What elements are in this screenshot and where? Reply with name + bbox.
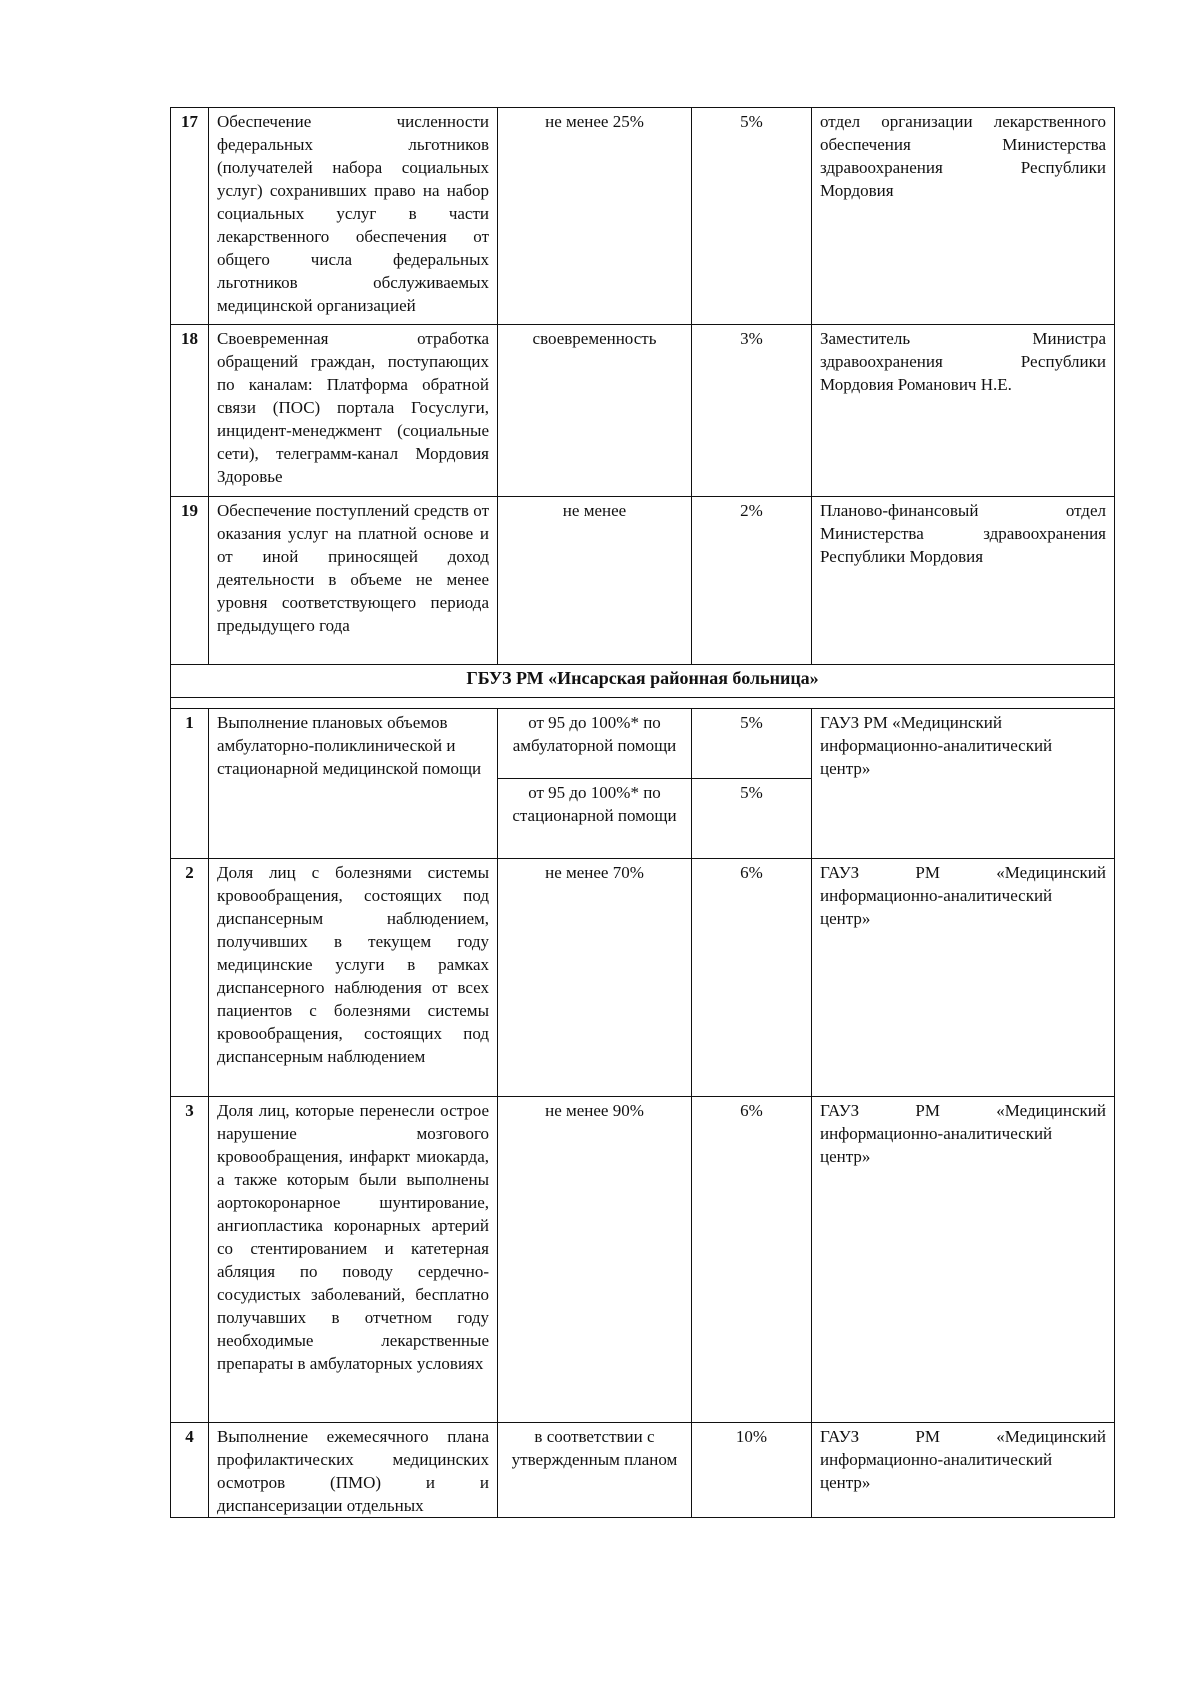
weight-value: 10% — [692, 1423, 812, 1518]
target-value-inpatient: от 95 до 100%* по стационарной помощи — [498, 779, 692, 859]
responsible-party: ГАУЗ РМ «Медицинский информационно-аналитический центр» — [812, 1097, 1115, 1423]
table-row — [171, 325, 1115, 497]
target-value: своевременность — [498, 325, 692, 497]
row-number: 18 — [171, 325, 209, 497]
responsible-party: ГАУЗ РМ «Медицинский информационно-аналитический центр» — [812, 859, 1115, 1097]
row-number: 2 — [171, 859, 209, 1097]
row-number: 19 — [171, 497, 209, 665]
responsible-party: Заместитель Министра здравоохранения Республики Мордовия Романович Н.Е. — [812, 325, 1115, 497]
table-row — [171, 1097, 1115, 1423]
indicator-name: Выполнение ежемесячного плана профилактических медицинских осмотров (ПМО) и и диспансеризации отдельных — [209, 1423, 498, 1518]
weight-value-inpatient: 5% — [692, 779, 812, 859]
target-value: не менее — [498, 497, 692, 665]
table-row — [171, 108, 1115, 325]
responsible-party: ГАУЗ РМ «Медицинский информационно-аналитический центр» — [812, 709, 1115, 859]
section-title: ГБУЗ РМ «Инсарская районная больница» — [171, 665, 1115, 698]
table-row — [171, 709, 1115, 779]
target-value-outpatient: от 95 до 100%* по амбулаторной помощи — [498, 709, 692, 779]
weight-value: 6% — [692, 859, 812, 1097]
indicators-table — [170, 107, 1115, 1518]
weight-value: 2% — [692, 497, 812, 665]
indicator-name: Доля лиц с болезнями системы кровообращения, состоящих под диспансерным наблюдением, получивших в текущем году медицинские услуги в рамках диспансерного наблюдения от всех пациентов с болезнями системы кровообращения, состоящих под диспансерным наблюдением — [209, 859, 498, 1097]
section-header-row — [171, 665, 1115, 698]
target-value: не менее 25% — [498, 108, 692, 325]
indicator-name: Выполнение плановых объемов амбулаторно-поликлинической и стационарной медицинской помощи — [209, 709, 498, 859]
table-row — [171, 859, 1115, 1097]
row-number: 1 — [171, 709, 209, 859]
indicator-name: Своевременная отработка обращений граждан, поступающих по каналам: Платформа обратной связи (ПОС) портала Госуслуги, инцидент-менеджмент (социальные сети), телеграмм-канал Мордовия Здоровье — [209, 325, 498, 497]
weight-value: 5% — [692, 108, 812, 325]
target-value: в соответствии с утвержденным планом — [498, 1423, 692, 1518]
section-spacer — [171, 698, 1115, 709]
responsible-party: ГАУЗ РМ «Медицинский информационно-аналитический центр» — [812, 1423, 1115, 1518]
weight-value: 3% — [692, 325, 812, 497]
weight-value-outpatient: 5% — [692, 709, 812, 779]
target-value: не менее 90% — [498, 1097, 692, 1423]
indicator-name: Обеспечение поступлений средств от оказания услуг на платной основе и от иной приносящей доход деятельности в объеме не менее уровня соответствующего периода предыдущего года — [209, 497, 498, 665]
row-number: 4 — [171, 1423, 209, 1518]
indicator-name: Обеспечение численности федеральных льготников (получателей набора социальных услуг) сохранивших право на набор социальных услуг в части лекарственного обеспечения от общего числа федеральных льготников обслуживаемых медицинской организацией — [209, 108, 498, 325]
weight-value: 6% — [692, 1097, 812, 1423]
target-value: не менее 70% — [498, 859, 692, 1097]
responsible-party: отдел организации лекарственного обеспечения Министерства здравоохранения Республики Мордовия — [812, 108, 1115, 325]
table-row — [171, 497, 1115, 665]
responsible-party: Планово-финансовый отдел Министерства здравоохранения Республики Мордовия — [812, 497, 1115, 665]
table-row — [171, 1423, 1115, 1518]
row-number: 17 — [171, 108, 209, 325]
spacer-cell — [171, 698, 1115, 709]
indicator-name: Доля лиц, которые перенесли острое нарушение мозгового кровообращения, инфаркт миокарда, а также которым были выполнены аортокоронарное шунтирование, ангиопластика коронарных артерий со стентированием и катетерная абляция по поводу сердечно-сосудистых заболеваний, бесплатно получавших в отчетном году необходимые лекарственные препараты в амбулаторных условиях — [209, 1097, 498, 1423]
row-number: 3 — [171, 1097, 209, 1423]
